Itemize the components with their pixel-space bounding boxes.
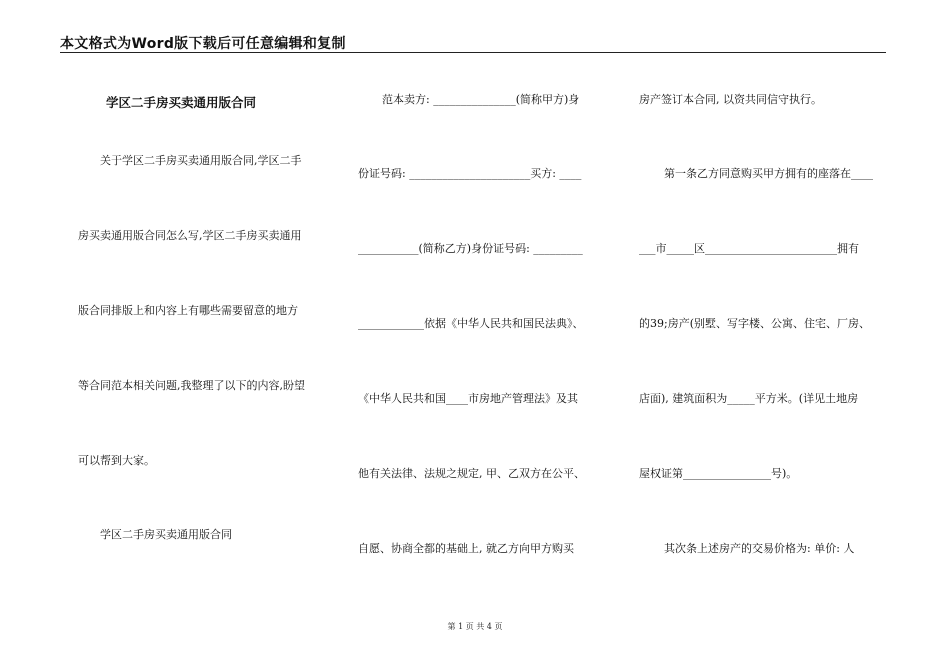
paragraph-line: 版合同排版上和内容上有哪些需要留意的地方 xyxy=(78,304,298,317)
paragraph-line: 屋权证第________________号)。 xyxy=(639,467,798,480)
document-header xyxy=(60,30,886,52)
paragraph-line: ___________(简称乙方)身份证号码: _________ xyxy=(358,242,583,255)
paragraph-line: 其次条上述房产的交易价格为: 单价: 人 xyxy=(664,542,855,555)
paragraph-line: 自愿、协商全都的基础上, 就乙方向甲方购买 xyxy=(358,542,574,555)
page-footer: 第 1 页 共 4 页 xyxy=(447,622,503,631)
paragraph-line: ____________依据《中华人民共和国民法典》、 xyxy=(358,317,584,330)
header-rule xyxy=(60,52,886,53)
header-banner: 本文格式为Word版下载后可任意编辑和复制 xyxy=(60,36,346,52)
paragraph-line: 的39;房产(别墅、写字楼、公寓、住宅、厂房、 xyxy=(639,317,870,330)
paragraph-line: 房产签订本合同, 以资共同信守执行。 xyxy=(639,93,822,106)
paragraph-line: 店面), 建筑面积为_____平方米。(详见土地房 xyxy=(639,392,859,405)
paragraph-line: 关于学区二手房买卖通用版合同,学区二手 xyxy=(100,154,302,167)
paragraph-line: 他有关法律、法规之规定, 甲、乙双方在公平、 xyxy=(358,467,585,480)
paragraph-line: 《中华人民共和国____市房地产管理法》及其 xyxy=(358,392,578,405)
paragraph-line: 第一条乙方同意购买甲方拥有的座落在____ xyxy=(664,167,873,180)
section-heading: 学区二手房买卖通用版合同 xyxy=(100,528,232,541)
paragraph-line: 份证号码: ______________________买方: ____ xyxy=(358,167,582,180)
paragraph-line: 房买卖通用版合同怎么写,学区二手房买卖通用 xyxy=(78,229,302,242)
paragraph-line: 等合同范本相关问题,我整理了以下的内容,盼望 xyxy=(78,379,305,392)
paragraph-line: ___市_____区________________________拥有 xyxy=(639,242,859,255)
document-title: 学区二手房买卖通用版合同 xyxy=(106,95,257,110)
paragraph-line: 范本卖方: _______________(简称甲方)身 xyxy=(382,93,580,106)
paragraph-line: 可以帮到大家。 xyxy=(78,454,155,467)
